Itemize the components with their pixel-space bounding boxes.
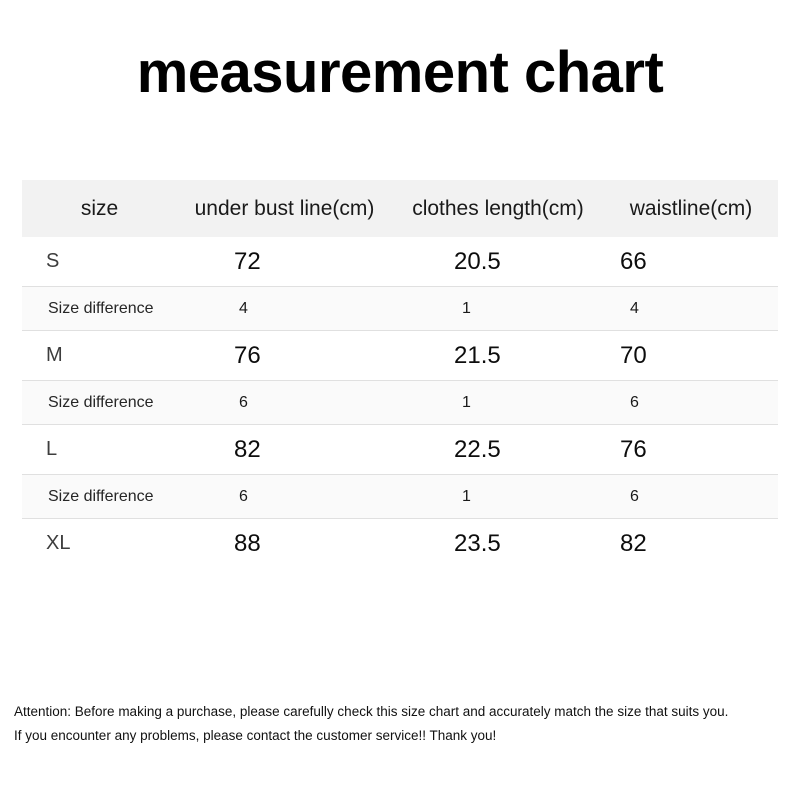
footnote-line-2: If you encounter any problems, please contact the customer service!! Thank you! bbox=[14, 728, 497, 743]
row-value-clothes-length: 1 bbox=[392, 475, 604, 519]
row-value-waistline: 70 bbox=[604, 331, 778, 381]
row-value-under-bust-line: 72 bbox=[177, 237, 392, 287]
row-value-under-bust-line: 88 bbox=[177, 519, 392, 569]
row-value-clothes-length: 22.5 bbox=[392, 425, 604, 475]
row-value-waistline: 66 bbox=[604, 237, 778, 287]
page-title: measurement chart bbox=[136, 40, 664, 105]
footnote-line-1: Attention: Before making a purchase, please carefully check this size chart and accurately match the size that suits you. bbox=[14, 704, 729, 719]
footnote bbox=[14, 700, 790, 748]
row-label: Size difference bbox=[22, 287, 177, 331]
table-row bbox=[22, 381, 778, 425]
row-value-clothes-length: 1 bbox=[392, 287, 604, 331]
size-table bbox=[22, 180, 778, 568]
table-row bbox=[22, 519, 778, 569]
table-body bbox=[22, 237, 778, 568]
row-value-waistline: 6 bbox=[604, 381, 778, 425]
row-value-under-bust-line: 6 bbox=[177, 381, 392, 425]
row-value-clothes-length: 20.5 bbox=[392, 237, 604, 287]
row-label: S bbox=[22, 237, 177, 287]
row-value-clothes-length: 23.5 bbox=[392, 519, 604, 569]
row-value-under-bust-line: 76 bbox=[177, 331, 392, 381]
column-header-size: size bbox=[22, 180, 177, 237]
row-value-under-bust-line: 6 bbox=[177, 475, 392, 519]
row-label: M bbox=[22, 331, 177, 381]
table-header bbox=[22, 180, 778, 237]
row-value-clothes-length: 21.5 bbox=[392, 331, 604, 381]
size-table-container bbox=[22, 180, 778, 568]
row-value-under-bust-line: 82 bbox=[177, 425, 392, 475]
row-label: Size difference bbox=[22, 381, 177, 425]
table-row bbox=[22, 237, 778, 287]
row-value-clothes-length: 1 bbox=[392, 381, 604, 425]
column-header-under-bust-line: under bust line(cm) bbox=[177, 180, 392, 237]
table-row bbox=[22, 475, 778, 519]
table-row bbox=[22, 425, 778, 475]
column-header-waistline: waistline(cm) bbox=[604, 180, 778, 237]
row-value-waistline: 82 bbox=[604, 519, 778, 569]
row-label: XL bbox=[22, 519, 177, 569]
row-label: Size difference bbox=[22, 475, 177, 519]
row-value-under-bust-line: 4 bbox=[177, 287, 392, 331]
row-value-waistline: 6 bbox=[604, 475, 778, 519]
row-value-waistline: 4 bbox=[604, 287, 778, 331]
column-header-clothes-length: clothes length(cm) bbox=[392, 180, 604, 237]
table-row bbox=[22, 331, 778, 381]
table-row bbox=[22, 287, 778, 331]
row-value-waistline: 76 bbox=[604, 425, 778, 475]
row-label: L bbox=[22, 425, 177, 475]
table-header-row bbox=[22, 180, 778, 237]
